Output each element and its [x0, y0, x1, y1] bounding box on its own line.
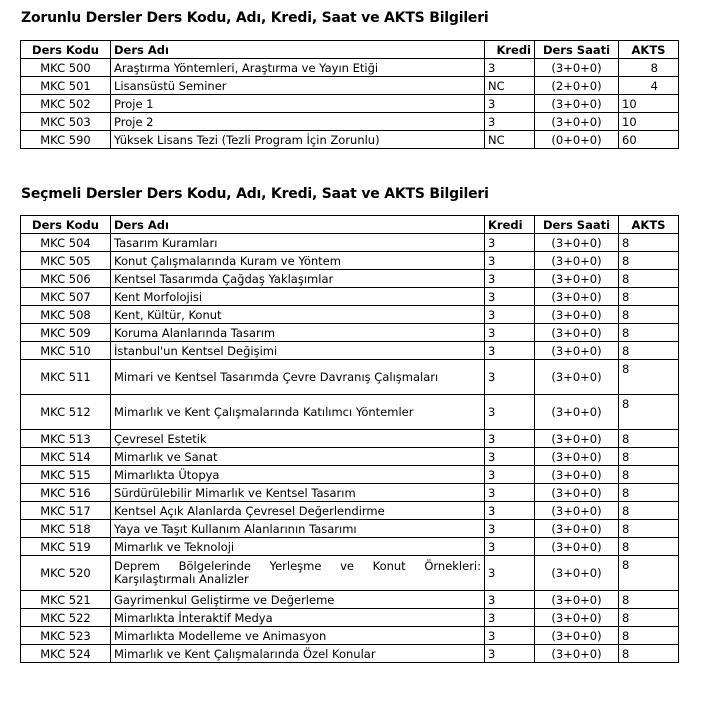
cell-credit: 3	[485, 609, 535, 627]
cell-course-name: Araştırma Yöntemleri, Araştırma ve Yayın Etiği	[111, 59, 485, 77]
cell-course-name: Mimari ve Kentsel Tasarımda Çevre Davranış Çalışmaları	[111, 360, 485, 395]
cell-course-hours: (3+0+0)	[535, 448, 619, 466]
cell-ects: 60	[619, 131, 679, 149]
cell-credit: 3	[485, 288, 535, 306]
cell-credit: 3	[485, 395, 535, 430]
cell-course-name: Çevresel Estetik	[111, 430, 485, 448]
table-row	[21, 645, 679, 663]
table-row	[21, 270, 679, 288]
cell-course-hours: (2+0+0)	[535, 77, 619, 95]
cell-course-name: Tasarım Kuramları	[111, 234, 485, 252]
cell-course-code: MKC 502	[21, 95, 111, 113]
table-row	[21, 288, 679, 306]
cell-credit: 3	[485, 556, 535, 591]
cell-course-name: Proje 2	[111, 113, 485, 131]
cell-course-code: MKC 509	[21, 324, 111, 342]
cell-credit: 3	[485, 484, 535, 502]
table-row	[21, 538, 679, 556]
table-row	[21, 520, 679, 538]
cell-credit: 3	[485, 466, 535, 484]
cell-course-code: MKC 590	[21, 131, 111, 149]
cell-course-name: Mimarlıkta Modelleme ve Animasyon	[111, 627, 485, 645]
table-row	[21, 591, 679, 609]
cell-course-hours: (3+0+0)	[535, 645, 619, 663]
cell-course-code: MKC 517	[21, 502, 111, 520]
cell-course-hours: (3+0+0)	[535, 556, 619, 591]
table-row	[21, 627, 679, 645]
table-row	[21, 430, 679, 448]
cell-credit: 3	[485, 113, 535, 131]
cell-course-code: MKC 514	[21, 448, 111, 466]
cell-credit: 3	[485, 306, 535, 324]
cell-course-hours: (3+0+0)	[535, 59, 619, 77]
cell-ects: 10	[619, 95, 679, 113]
cell-course-hours: (3+0+0)	[535, 306, 619, 324]
cell-credit: 3	[485, 324, 535, 342]
header-course-hours: Ders Saati	[535, 41, 619, 59]
cell-course-hours: (3+0+0)	[535, 395, 619, 430]
cell-course-code: MKC 501	[21, 77, 111, 95]
cell-course-code: MKC 518	[21, 520, 111, 538]
cell-course-hours: (0+0+0)	[535, 131, 619, 149]
cell-course-name: Koruma Alanlarında Tasarım	[111, 324, 485, 342]
cell-ects: 8	[619, 520, 679, 538]
cell-course-code: MKC 512	[21, 395, 111, 430]
cell-ects: 8	[619, 484, 679, 502]
cell-ects: 8	[619, 591, 679, 609]
cell-course-name: Deprem Bölgelerinde Yerleşme ve Konut Örnekleri: Karşılaştırmalı Analizler	[111, 556, 485, 591]
cell-credit: 3	[485, 591, 535, 609]
header-course-code: Ders Kodu	[21, 216, 111, 234]
cell-course-name: Kent Morfolojisi	[111, 288, 485, 306]
cell-ects: 8	[619, 306, 679, 324]
cell-course-name: Gayrimenkul Geliştirme ve Değerleme	[111, 591, 485, 609]
cell-ects: 8	[619, 342, 679, 360]
cell-course-name: Yaya ve Taşıt Kullanım Alanlarının Tasarımı	[111, 520, 485, 538]
cell-course-code: MKC 516	[21, 484, 111, 502]
cell-ects: 4	[619, 77, 679, 95]
cell-credit: 3	[485, 627, 535, 645]
table-row	[21, 234, 679, 252]
cell-course-hours: (3+0+0)	[535, 591, 619, 609]
cell-credit: 3	[485, 59, 535, 77]
elective-courses-table	[20, 215, 679, 663]
cell-course-hours: (3+0+0)	[535, 538, 619, 556]
table-row	[21, 502, 679, 520]
header-credit: Kredi	[485, 216, 535, 234]
header-ects: AKTS	[619, 216, 679, 234]
cell-credit: 3	[485, 234, 535, 252]
table-row	[21, 360, 679, 395]
cell-course-code: MKC 511	[21, 360, 111, 395]
cell-course-hours: (3+0+0)	[535, 324, 619, 342]
cell-course-code: MKC 507	[21, 288, 111, 306]
cell-credit: NC	[485, 77, 535, 95]
compulsory-courses-table	[20, 40, 679, 149]
cell-course-name: Mimarlık ve Kent Çalışmalarında Katılımcı Yöntemler	[111, 395, 485, 430]
cell-course-hours: (3+0+0)	[535, 252, 619, 270]
header-course-name: Ders Adı	[111, 41, 485, 59]
table-row	[21, 77, 679, 95]
cell-course-code: MKC 500	[21, 59, 111, 77]
header-course-code: Ders Kodu	[21, 41, 111, 59]
table-row	[21, 609, 679, 627]
cell-course-name: Sürdürülebilir Mimarlık ve Kentsel Tasarım	[111, 484, 485, 502]
cell-course-hours: (3+0+0)	[535, 270, 619, 288]
cell-ects: 8	[619, 448, 679, 466]
cell-course-hours: (3+0+0)	[535, 288, 619, 306]
cell-course-name: Lisansüstü Seminer	[111, 77, 485, 95]
cell-ects: 8	[619, 609, 679, 627]
cell-course-name: Kentsel Tasarımda Çağdaş Yaklaşımlar	[111, 270, 485, 288]
cell-ects: 8	[619, 324, 679, 342]
cell-course-hours: (3+0+0)	[535, 520, 619, 538]
cell-credit: NC	[485, 131, 535, 149]
table-row	[21, 59, 679, 77]
cell-credit: 3	[485, 645, 535, 663]
cell-course-code: MKC 524	[21, 645, 111, 663]
cell-course-code: MKC 522	[21, 609, 111, 627]
cell-ects: 8	[619, 627, 679, 645]
cell-course-hours: (3+0+0)	[535, 484, 619, 502]
cell-course-code: MKC 508	[21, 306, 111, 324]
cell-course-name: Kent, Kültür, Konut	[111, 306, 485, 324]
cell-course-code: MKC 515	[21, 466, 111, 484]
cell-ects: 8	[619, 538, 679, 556]
cell-ects: 8	[619, 430, 679, 448]
table-header-row	[21, 216, 679, 234]
cell-course-code: MKC 519	[21, 538, 111, 556]
cell-ects: 8	[619, 502, 679, 520]
compulsory-courses-title: Zorunlu Dersler Ders Kodu, Adı, Kredi, Saat ve AKTS Bilgileri	[21, 10, 489, 26]
cell-course-hours: (3+0+0)	[535, 466, 619, 484]
cell-course-hours: (3+0+0)	[535, 342, 619, 360]
table-row	[21, 113, 679, 131]
cell-course-name: Konut Çalışmalarında Kuram ve Yöntem	[111, 252, 485, 270]
cell-ects: 8	[619, 556, 679, 591]
cell-ects: 8	[619, 234, 679, 252]
cell-ects: 8	[619, 466, 679, 484]
cell-ects: 8	[619, 59, 679, 77]
cell-course-hours: (3+0+0)	[535, 113, 619, 131]
cell-credit: 3	[485, 360, 535, 395]
table-row	[21, 448, 679, 466]
cell-ects: 8	[619, 288, 679, 306]
cell-course-code: MKC 504	[21, 234, 111, 252]
cell-course-hours: (3+0+0)	[535, 360, 619, 395]
cell-course-hours: (3+0+0)	[535, 627, 619, 645]
cell-course-hours: (3+0+0)	[535, 95, 619, 113]
cell-course-name: Mimarlık ve Sanat	[111, 448, 485, 466]
cell-course-hours: (3+0+0)	[535, 234, 619, 252]
header-credit: Kredi	[485, 41, 535, 59]
cell-ects: 8	[619, 395, 679, 430]
cell-credit: 3	[485, 520, 535, 538]
cell-course-code: MKC 505	[21, 252, 111, 270]
cell-credit: 3	[485, 252, 535, 270]
cell-credit: 3	[485, 270, 535, 288]
cell-credit: 3	[485, 95, 535, 113]
cell-ects: 8	[619, 252, 679, 270]
elective-courses-title: Seçmeli Dersler Ders Kodu, Adı, Kredi, Saat ve AKTS Bilgileri	[21, 186, 489, 202]
cell-credit: 3	[485, 502, 535, 520]
cell-course-name: Mimarlıkta Ütopya	[111, 466, 485, 484]
table-row	[21, 324, 679, 342]
cell-course-code: MKC 520	[21, 556, 111, 591]
cell-course-name: Kentsel Açık Alanlarda Çevresel Değerlendirme	[111, 502, 485, 520]
cell-course-code: MKC 506	[21, 270, 111, 288]
cell-course-hours: (3+0+0)	[535, 502, 619, 520]
cell-ects: 8	[619, 645, 679, 663]
table-row	[21, 395, 679, 430]
cell-credit: 3	[485, 342, 535, 360]
table-row	[21, 252, 679, 270]
header-course-hours: Ders Saati	[535, 216, 619, 234]
cell-credit: 3	[485, 430, 535, 448]
cell-credit: 3	[485, 538, 535, 556]
table-row	[21, 556, 679, 591]
cell-course-name: Mimarlık ve Kent Çalışmalarında Özel Konular	[111, 645, 485, 663]
cell-course-name: Proje 1	[111, 95, 485, 113]
table-row	[21, 342, 679, 360]
cell-ects: 8	[619, 270, 679, 288]
table-row	[21, 484, 679, 502]
cell-course-hours: (3+0+0)	[535, 430, 619, 448]
cell-course-code: MKC 510	[21, 342, 111, 360]
table-row	[21, 466, 679, 484]
cell-course-hours: (3+0+0)	[535, 609, 619, 627]
cell-course-code: MKC 513	[21, 430, 111, 448]
table-row	[21, 131, 679, 149]
cell-course-name: Mimarlıkta İnteraktif Medya	[111, 609, 485, 627]
cell-course-code: MKC 521	[21, 591, 111, 609]
table-row	[21, 306, 679, 324]
cell-course-code: MKC 523	[21, 627, 111, 645]
cell-course-name: İstanbul'un Kentsel Değişimi	[111, 342, 485, 360]
cell-course-code: MKC 503	[21, 113, 111, 131]
header-course-name: Ders Adı	[111, 216, 485, 234]
cell-course-name: Yüksek Lisans Tezi (Tezli Program İçin Zorunlu)	[111, 131, 485, 149]
table-row	[21, 95, 679, 113]
table-header-row	[21, 41, 679, 59]
cell-course-name: Mimarlık ve Teknoloji	[111, 538, 485, 556]
cell-ects: 10	[619, 113, 679, 131]
header-ects: AKTS	[619, 41, 679, 59]
cell-credit: 3	[485, 448, 535, 466]
cell-ects: 8	[619, 360, 679, 395]
